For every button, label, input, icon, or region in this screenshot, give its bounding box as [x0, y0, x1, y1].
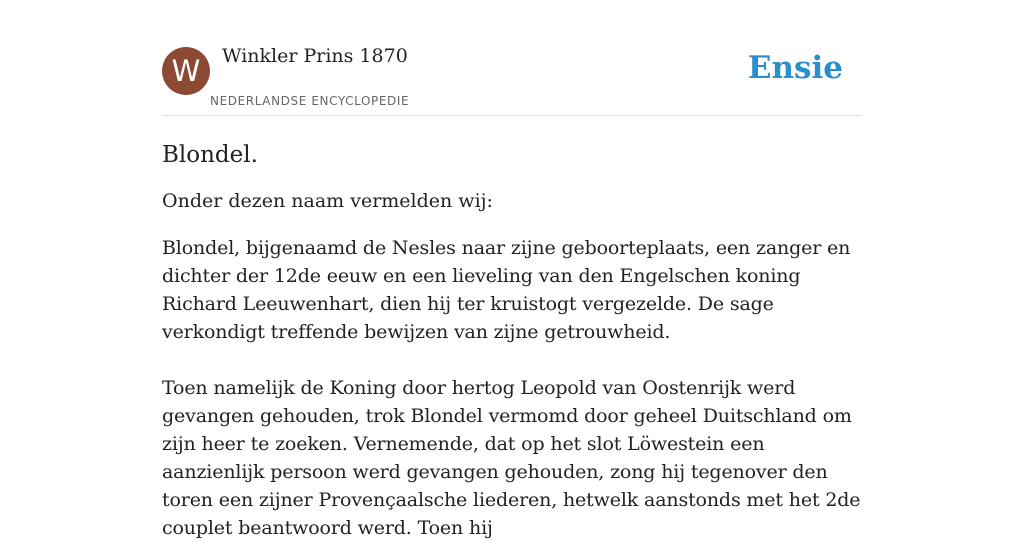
source-title[interactable]: Winkler Prins 1870	[222, 45, 408, 67]
article	[162, 136, 867, 542]
source-subtitle: NEDERLANDSE ENCYCLOPEDIE	[210, 94, 410, 108]
ensie-logo-link[interactable]: Ensie	[747, 50, 843, 86]
article-intro: Onder dezen naam vermelden wij:	[162, 190, 493, 212]
article-paragraph: Blondel, bijgenaamd de Nesles naar zijne geboorteplaats, een zanger en dichter der 12de eeuw en een lieveling van den Engelschen koning Richard Leeuwenhart, dien hij ter kruistogt vergezelde. De sage verkondigt treffende bewijzen van zijne getrouwheid.	[162, 237, 851, 343]
article-title: Blondel.	[162, 142, 258, 168]
header	[162, 0, 862, 116]
article-paragraph: Toen namelijk de Koning door hertog Leopold van Oostenrijk werd gevangen gehouden, trok Blondel vermomd door geheel Duitschland om zijn heer te zoeken. Vernemende, dat op het slot Löwestein een aanzienlijk persoon werd gevangen gehouden, zong hij tegenover den toren een zijner Provençaalsche liederen, hetwelk aanstonds met het 2de couplet beantwoord werd. Toen hij	[162, 377, 861, 539]
source-avatar[interactable]: W	[162, 47, 210, 95]
